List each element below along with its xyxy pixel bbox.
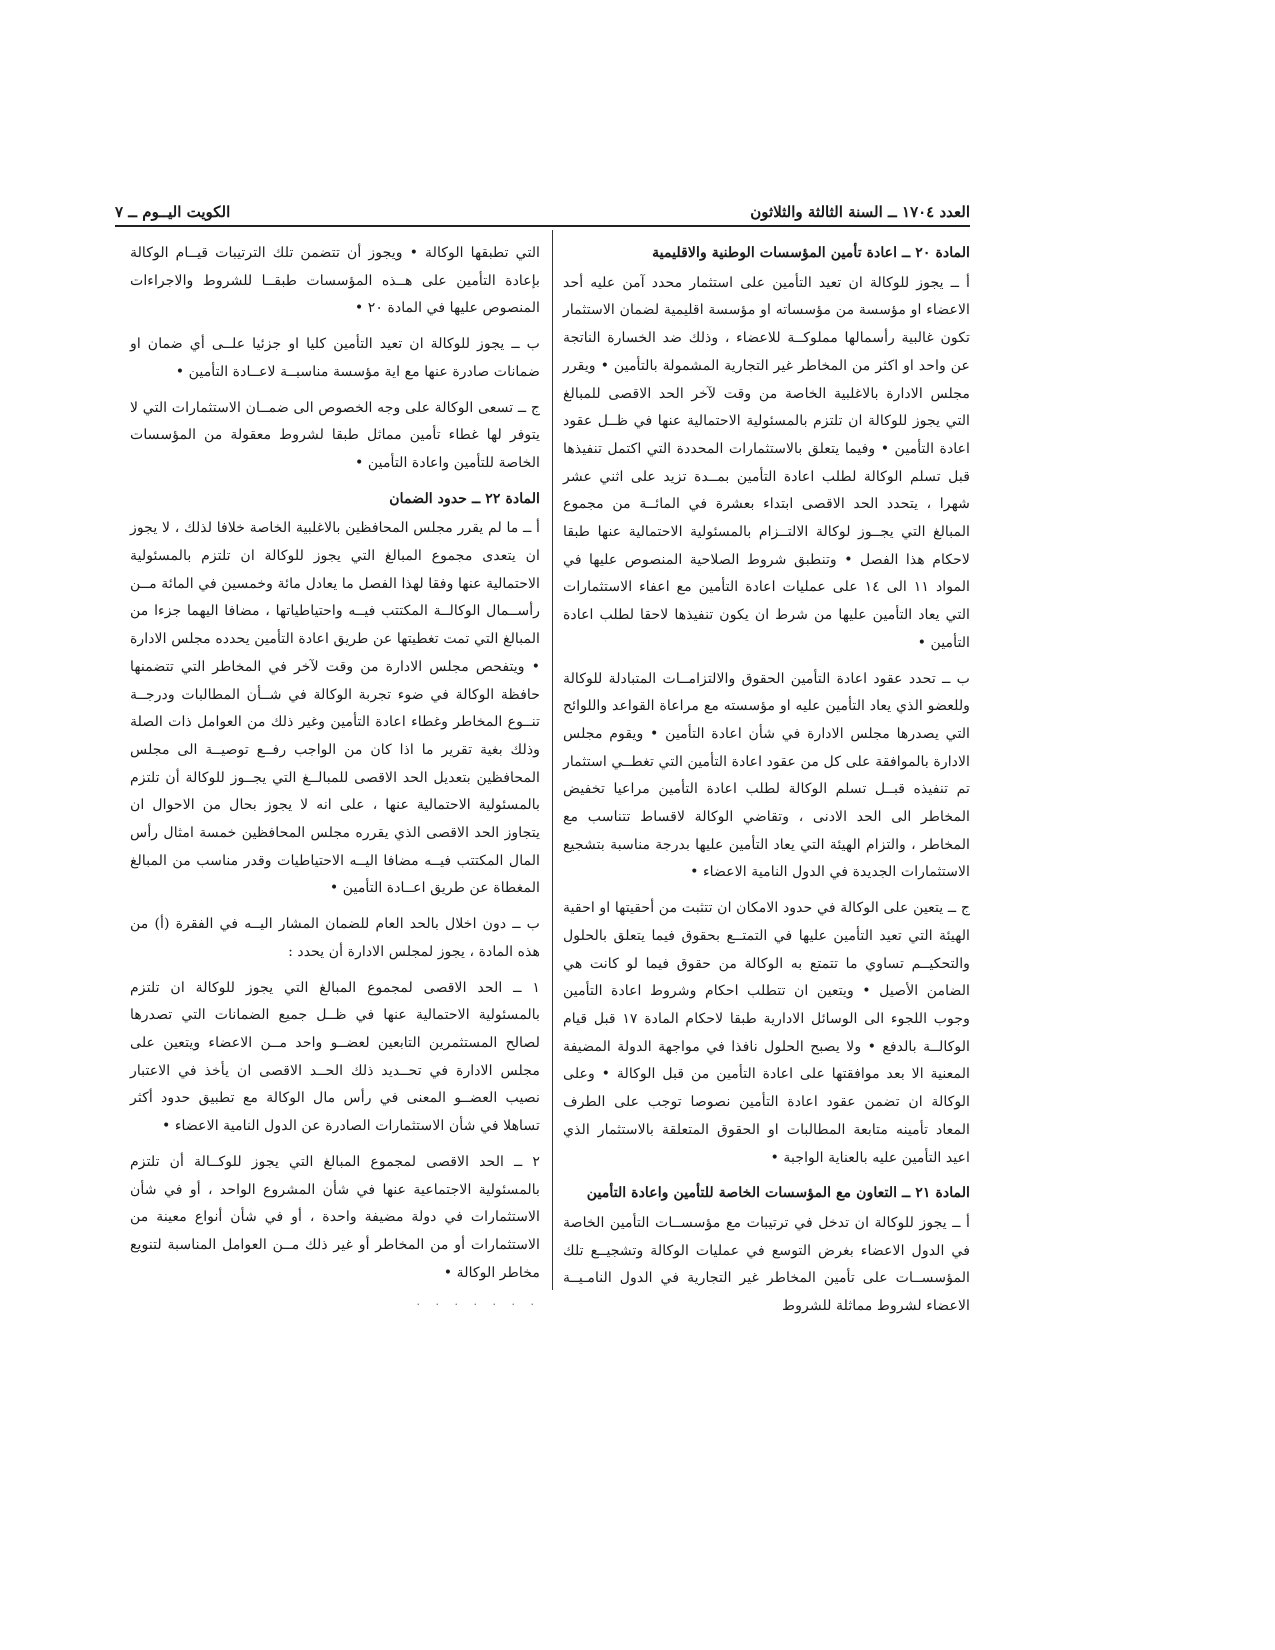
article-20-paragraph-a: أ ــ يجوز للوكالة ان تعيد التأمين على استثمار محدد آمن عليه أحد الاعضاء او مؤسسة من مؤسساته او مؤسسة اقليمية لضمان الاستثمار تكون غالبية رأسمالها مملوكــة للاعضاء ، وذلك ضد الخسارة الناتجة عن واحد او اكثر من المخاطر غير التجارية المشمولة بالتأمين • ويقرر مجلس الادارة بالاغلبية الخاصة من وقت لآخر الحد الاقصى للمبالغ التي يجوز للوكالة ان تلتزم بالمسئولية الاحتمالية عنها في ظــل عقود اعادة التأمين • وفيما يتعلق بالاستثمارات المحددة التي اكتمل تنفيذها قبل تسلم الوكالة لطلب اعادة التأمين بمــدة تزيد على اثني عشر شهرا ، يتحدد الحد الاقصى ابتداء بعشرة في المائــة من مجموع المبالغ التي يجــوز لوكالة الالتــزام بالمسئولية الاحتمالية عنها طبقا لاحكام هذا الفصل • وتنطبق شروط الصلاحية المنصوص عليها في المواد ١١ الى ١٤ على عمليات اعادة التأمين مع اعفاء الاستثمارات التي يعاد التأمين عليها من شرط ان يكون تنفيذها لاحقا لطلب اعادة التأمين • <box>563 274 970 651</box>
article-21-heading: المادة ٢١ ــ التعاون مع المؤسسات الخاصة للتأمين واعادة التأمين <box>586 1185 970 1202</box>
article-22-heading: المادة ٢٢ ــ حدود الضمان <box>389 490 540 507</box>
article-22-clause-2: ٢ ــ الحد الاقصى لمجموع المبالغ التي يجوز للوكــالة أن تلتزم بالمسئولية الاجتماعية عنها في شأن المشروع الواحد ، أو في شأن الاستثمارات في دولة مضيفة واحدة ، أو في شأن أنواع معينة من الاستثمارات أو من المخاطر أو غير ذلك مــن العوامل المناسبة لتنويع مخاطر الوكالة • <box>130 1153 540 1281</box>
article-22-paragraph-b: ب ــ دون اخلال بالحد العام للضمان المشار اليــه في الفقرة (أ) من هذه المادة ، يجوز لمجلس الادارة أن يحدد : <box>130 916 540 960</box>
page-header <box>115 197 970 221</box>
article-21-paragraph-c: ج ــ تسعى الوكالة على وجه الخصوص الى ضمــان الاستثمارات التي لا يتوفر لها غطاء تأمين مماثل طبقا لشروط معقولة من المؤسسات الخاصة للتأمين واعادة التأمين • <box>130 399 540 471</box>
article-21-paragraph-a: أ ــ يجوز للوكالة ان تدخل في ترتيبات مع مؤسســات التأمين الخاصة في الدول الاعضاء بغرض التوسع في عمليات الوكالة وتشجيــع تلك المؤسســات على تأمين المخاطر غير التجارية في الدول النامـيــة الاعضاء لشروط مماثلة للشروط <box>563 1214 970 1315</box>
article-21-paragraph-a-continued: التي تطبقها الوكالة • ويجوز أن تتضمن تلك الترتيبات قيــام الوكالة بإعادة التأمين على هــذه المؤسسات طبقــا للشروط والاجراءات المنصوص عليها في المادة ٢٠ • <box>130 245 540 317</box>
left-column <box>130 240 540 1309</box>
article-22-paragraph-a: أ ــ ما لم يقرر مجلس المحافظين بالاغلبية الخاصة خلافا لذلك ، لا يجوز ان يتعدى مجموع المبالغ التي يجوز للوكالة ان تلتزم بالمسئولية الاحتمالية عنها وفقا لهذا الفصل ما يعادل مائة وخمسين في المائة مــن رأســمال الوكالــة المكتتب فيــه واحتياطياتها ، مضافا اليهما جزءا من المبالغ التي تمت تغطيتها عن طريق اعادة التأمين يحدده مجلس الادارة • ويتفحص مجلس الادارة من وقت لآخر في المخاطر التي تتضمنها حافظة الوكالة في ضوء تجربة الوكالة في شــأن المطالبات ودرجــة تنــوع المخاطر وغطاء اعادة التأمين وغير ذلك من العوامل ذات الصلة وذلك بغية تقرير ما اذا كان من الواجب رفــع توصيــة الى مجلس المحافظين بتعديل الحد الاقصى للمبالــغ التي يجــوز للوكالة أن تلتزم بالمسئولية الاحتمالية عنها ، على انه لا يجوز بحال من الاحوال ان يتجاوز الحد الاقصى الذي يقرره مجلس المحافظين خمسة امثال رأس المال المكتتب فيــه مضافا اليــه الاحتياطيات وقدر مناسب من المبالغ المغطاة عن طريق اعــادة التأمين • <box>130 520 540 897</box>
trailing-dots: . . . . . . . <box>416 1295 540 1309</box>
right-column <box>563 240 970 1329</box>
article-20-paragraph-c: ج ــ يتعين على الوكالة في حدود الامكان ان تتثبت من أحقيتها او احقية الهيئة التي تعيد التأمين عليها في التمتــع بحقوق فيما يتعلق بالحلول والتحكيــم تساوي ما تتمتع به الوكالة من حقوق فيما لو كانت هي الضامن الأصيل • ويتعين ان تتطلب احكام وشروط اعادة التأمين وجوب اللجوء الى الوسائل الادارية طبقا لاحكام المادة ١٧ قبل قيام الوكالــة بالدفع • ولا يصبح الحلول نافذا في مواجهة الدولة المضيفة المعنية الا بعد موافقتها على اعادة التأمين من قبل الوكالة • وعلى الوكالة ان تضمن عقود اعادة التأمين نصوصا توجب على الطرف المعاد تأمينه متابعة المطالبات او الحقوق المتعلقة بالاستثمار الذي اعيد التأمين عليه بالعناية الواجبة • <box>563 900 970 1166</box>
header-rule <box>115 225 970 227</box>
issue-number: العدد ١٧٠٤ ــ السنة الثالثة والثلاثون <box>750 203 970 221</box>
column-divider <box>552 230 553 1290</box>
article-20-paragraph-b: ب ــ تحدد عقود اعادة التأمين الحقوق والالتزامــات المتبادلة للوكالة وللعضو الذي يعاد التأمين عليه او مؤسسته مع مراعاة القواعد واللوائح التي يصدرها مجلس الادارة في شأن اعادة التأمين • ويقوم مجلس الادارة بالموافقة على كل من عقود اعادة التأمين التي تغطــي استثمار تم تنفيذه قبــل تسلم الوكالة لطلب اعادة التأمين مراعيا تخفيض المخاطر الى الحد الادنى ، وتقاضي الوكالة لاقساط تتناسب مع المخاطر ، والتزام الهيئة التي يعاد التأمين عليها بدرجة مناسبة بتشجيع الاستثمارات الجديدة في الدول النامية الاعضاء • <box>563 670 970 881</box>
article-22-clause-1: ١ ــ الحد الاقصى لمجموع المبالغ التي يجوز للوكالة ان تلتزم بالمسئولية الاحتمالية عنها في ظــل جميع الضمانات التي تصدرها لصالح المستثمرين التابعين لعضــو واحد مــن الاعضاء ويتعين على مجلس الادارة في تحــديد ذلك الحــد الاقصى ان يأخذ في الاعتبار نصيب العضــو المعنى في رأس مال الوكالة مع تطبيق حدود أكثر تساهلا في شأن الاستثمارات الصادرة عن الدول النامية الاعضاء • <box>130 979 540 1135</box>
journal-title: الكويت اليــوم ــ ٧ <box>115 203 231 221</box>
article-20-heading: المادة ٢٠ ــ اعادة تأمين المؤسسات الوطنية والاقليمية <box>652 245 970 261</box>
article-21-paragraph-b: ب ــ يجوز للوكالة ان تعيد التأمين كليا او جزئيا علــى أي ضمان او ضمانات صادرة عنها مع اية مؤسسة مناسبــة لاعــادة التأمين • <box>130 336 540 380</box>
